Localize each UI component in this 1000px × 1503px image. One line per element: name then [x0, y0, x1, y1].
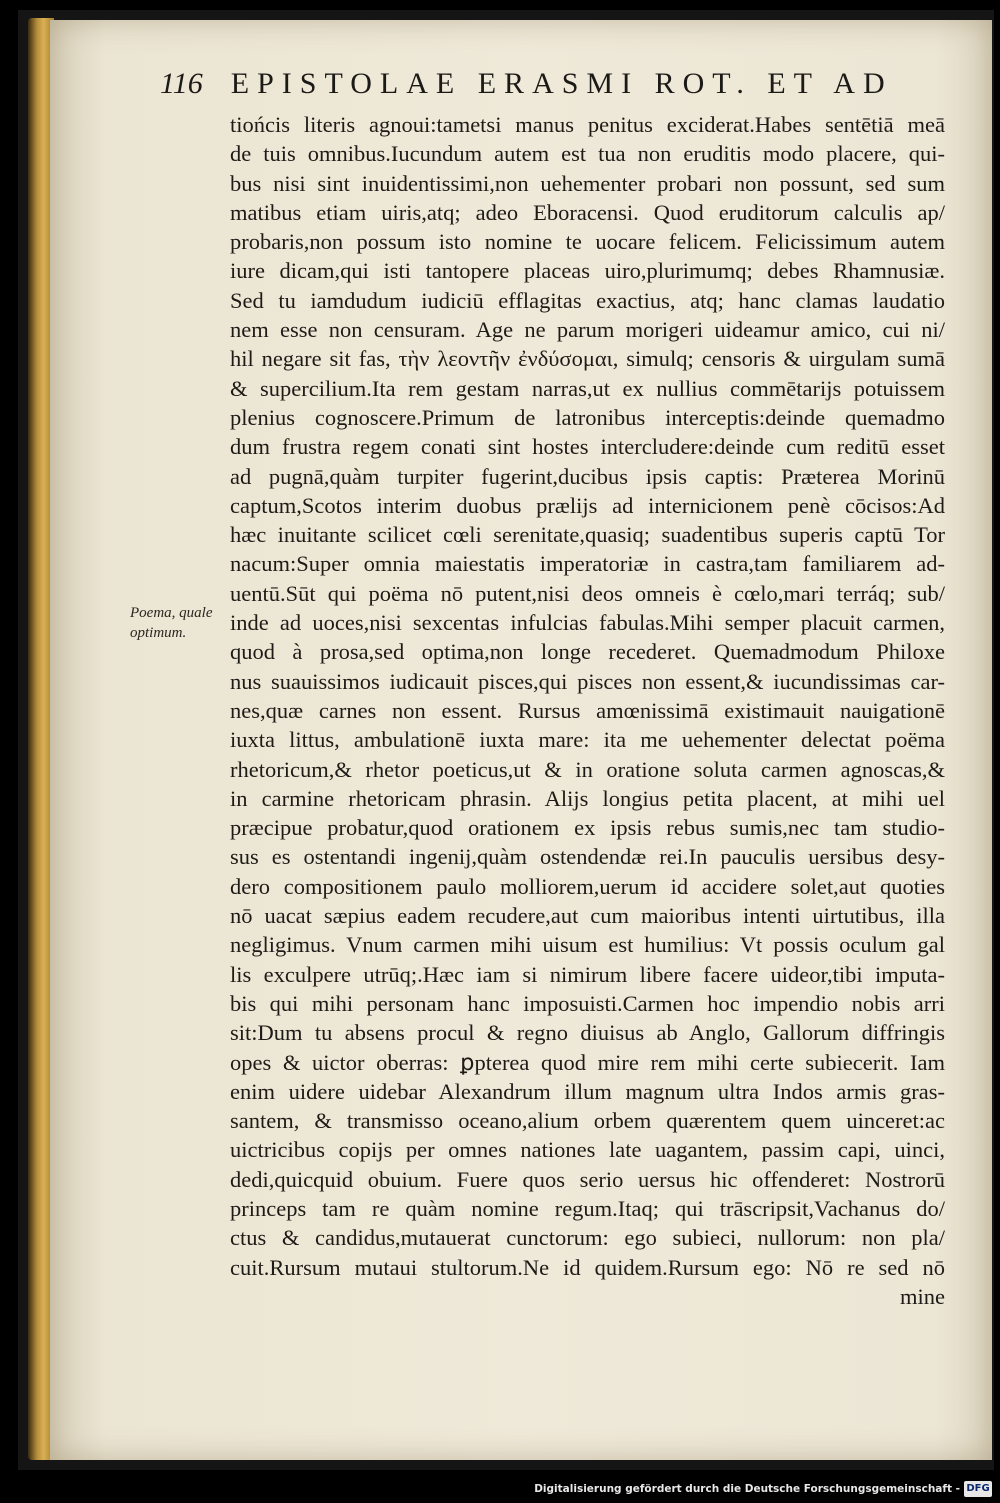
text-line: bis qui mihi personam hanc imposuisti.Carmen hoc impendio nobis arri — [230, 990, 945, 1016]
running-head-title: EPISTOLAE ERASMI ROT. ET AD — [230, 67, 893, 100]
text-line: & supercilium.Ita rem gestam narras,ut ex nullius commētarijs potuissem — [230, 375, 945, 401]
body-text — [230, 110, 945, 1311]
text-line: lis exculpere utrūq;.Hæc iam si nimirum libere facere uideor,tibi imputa- — [230, 961, 945, 987]
text-line: cuit.Rursum mutaui stultorum.Ne id quidem.Rursum ego: Nō re sed nō — [230, 1254, 945, 1280]
text-line: sus es ostentandi ingenij,quàm ostendendæ rei.In pauculis uersibus desy- — [230, 844, 945, 870]
marginal-note-line: optimum. — [130, 625, 187, 641]
text-line: uentū.Sūt qui poëma nō putent,nisi deos omneis è cœlo,mari terráq; sub/ — [230, 580, 945, 606]
text-line: Sed tu iamdudum iudiciū efflagitas exactius, atq; hanc clamas laudatio — [230, 287, 945, 313]
text-line: iure dicam,qui isti tantopere placeas uiro,plurimumq; debes Rhamnusiæ. — [230, 258, 945, 284]
text-line: ad pugnā,quàm turpiter fugerint,ducibus ipsis captis: Præterea Morinū — [230, 463, 945, 489]
running-head — [160, 64, 940, 104]
text-line: princeps tam re quàm nomine regum.Itaq; qui trāscripsit,Vachanus do/ — [230, 1195, 945, 1221]
text-line: hil negare sit fas, τὴν λεοντῆν ἐνδύσομαι, simulq; censoris & uirgulam sumā — [230, 346, 945, 372]
text-line: in carmine rhetoricam phrasin. Alijs longius petita placent, at mihi uel — [230, 785, 945, 811]
text-line: inde ad uoces,nisi sexcentas infulcias fabulas.Mihi semper placuit carmen, — [230, 610, 945, 636]
text-line: enim uidere uidebar Alexandrum illum magnum ultra Indos armis gras- — [230, 1078, 945, 1104]
text-line: mine — [900, 1283, 945, 1309]
text-line: opes & uictor oberras: ꝑpterea quod mire rem mihi certe subiecerit. Iam — [230, 1049, 945, 1075]
text-line: dum frustra regem conati sint hostes intercludere:deinde cum reditū esset — [230, 434, 945, 460]
text-line: negligimus. Vnum carmen mihi uisum est humilius: Vt possis oculum gal — [230, 932, 945, 958]
text-line: quod à prosa,sed optima,non longe recederet. Quemadmodum Philoxe — [230, 639, 945, 665]
text-line: bus nisi sint inuidentissimi,non uehementer probari non possunt, sed sum — [230, 170, 945, 196]
text-line: santem, & transmisso oceano,alium orbem quærentem quem uinceret:ac — [230, 1108, 945, 1134]
text-line: nō uacat sæpius eadem recudere,aut cum maioribus intenti uirtutibus, illa — [230, 903, 945, 929]
funding-credit: Digitalisierung gefördert durch die Deutsche Forschungsgemeinschaft - — [534, 1483, 960, 1495]
text-line: matibus etiam uiris,atq; adeo Eboracensi. Quod eruditorum calculis ap/ — [230, 199, 945, 225]
text-line: nes,quæ carnes non essent. Rursus amœnissimā existimauit nauigationē — [230, 697, 945, 723]
text-line: captum,Scotos interim duobus prælijs ad internicionem penè cōcisos:Ad — [230, 492, 945, 518]
text-line: iuxta littus, ambulationē iuxta mare: ita me uehementer delectat poëma — [230, 727, 945, 753]
text-line: probaris,non possum isto nomine te uocare felicem. Felicissimum autem — [230, 229, 945, 255]
text-line: præcipue probatur,quod orationem ex ipsis rebus sumis,nec tam studio- — [230, 815, 945, 841]
dfg-logo: DFG — [964, 1481, 992, 1497]
marginal-note — [130, 603, 230, 643]
text-line: uictricibus copijs per omnes nationes late uagantem, passim capi, uinci, — [230, 1137, 945, 1163]
text-line: rhetoricum,& rhetor poeticus,ut & in oratione soluta carmen agnoscas,& — [230, 756, 945, 782]
text-line: tiońcis literis agnoui:tametsi manus penitus exciderat.Habes sentētiā meā — [230, 112, 945, 137]
text-line: nacum:Super omnia maiestatis imperatoriæ in castra,tam familiarem ad- — [230, 551, 945, 577]
text-line: sit:Dum tu absens procul & regno diuisus ab Anglo, Gallorum diffringis — [230, 1020, 945, 1046]
text-line: nus suauissimos iudicauit pisces,qui pisces non essent,& iucundissimas car- — [230, 668, 945, 694]
page-number: 116 — [160, 67, 203, 100]
text-line: nem esse non censuram. Age ne parum morigeri uideamur amico, cui ni/ — [230, 317, 945, 343]
text-line: hæc inuitante scilicet cœli serenitate,quasiq; suadentibus superis captū Tor — [230, 522, 945, 548]
text-line: de tuis omnibus.Iucundum autem est tua non eruditis modo placere, qui- — [230, 141, 945, 167]
marginal-note-line: Poema, quale — [130, 605, 213, 621]
text-line: plenius cognoscere.Primum de latronibus interceptis:deinde quemadmo — [230, 404, 945, 430]
text-line: ctus & candidus,mutauerat cunctorum: ego subieci, nullorum: non pla/ — [230, 1225, 945, 1251]
text-line: dedi,quicquid obuium. Fuere quos serio uersus hic offenderet: Nostrorū — [230, 1166, 945, 1192]
text-line: dero compositionem paulo molliorem,uerum id accidere solet,aut quoties — [230, 873, 945, 899]
